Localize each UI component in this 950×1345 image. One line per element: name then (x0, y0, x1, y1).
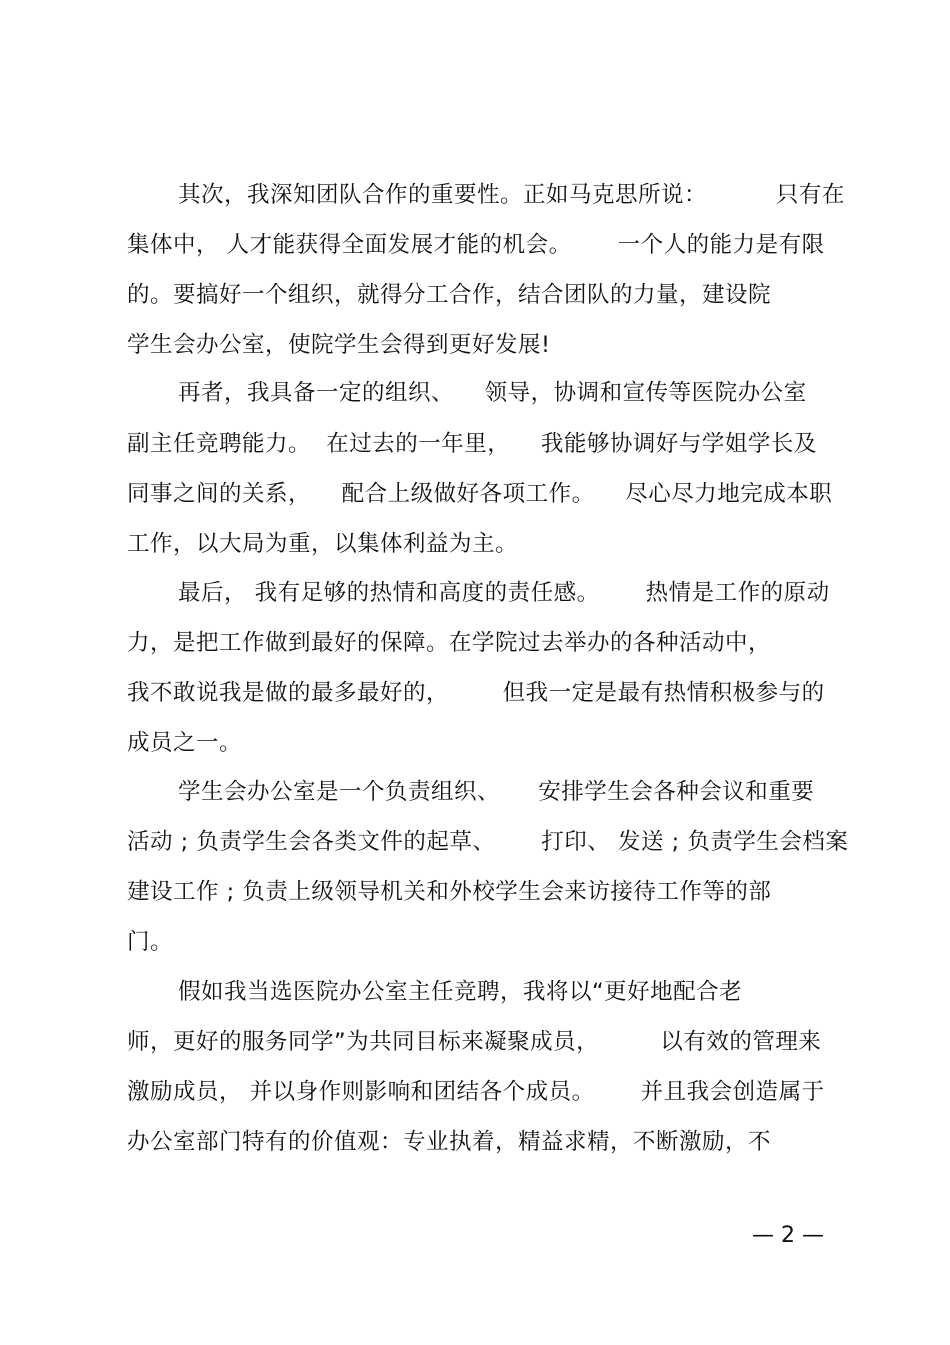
text-line: 最后， 我有足够的热情和高度的责任感。 热情是工作的原动 (178, 580, 830, 606)
text-line: 副主任竞聘能力。 在过去的一年里， 我能够协调好与学姐学长及 (127, 431, 817, 457)
text-line: 办公室部门特有的价值观：专业执着，精益求精，不断激励，不 (127, 1129, 772, 1155)
page-number: — 2 — (752, 1223, 824, 1248)
text-line: 门。 (127, 929, 174, 955)
text-line: 我不敢说我是做的最多最好的， 但我一定是最有热情积极参与的 (127, 680, 825, 706)
text-line: 同事之间的关系， 配合上级做好各项工作。 尽心尽力地完成本职 (127, 481, 833, 507)
text-line: 的。要搞好一个组织，就得分工合作，结合团队的力量，建设院 (127, 282, 772, 308)
text-line: 学生会办公室是一个负责组织、 安排学生会各种会议和重要 (178, 779, 815, 805)
text-line: 活动 ; 负责学生会各类文件的起草、 打印、 发送 ; 负责学生会档案 (127, 829, 849, 855)
text-line: 学生会办公室，使院学生会得到更好发展! (127, 332, 551, 358)
text-line: 师，更好的服务同学”为共同目标来凝聚成员， 以有效的管理来 (127, 1029, 822, 1055)
text-line: 其次，我深知团队合作的重要性。正如马克思所说： 只有在 (178, 182, 845, 208)
text-line: 工作，以大局为重，以集体利益为主。 (127, 531, 519, 557)
text-line: 成员之一。 (127, 730, 243, 756)
text-line: 建设工作 ; 负责上级领导机关和外校学生会来访接待工作等的部 (127, 879, 772, 905)
text-line: 假如我当选医院办公室主任竞聘，我将以“更好地配合老 (178, 979, 743, 1005)
text-line: 激励成员， 并以身作则影响和团结各个成员。 并且我会创造属于 (127, 1079, 825, 1105)
text-line: 力，是把工作做到最好的保障。在学院过去举办的各种活动中， (127, 630, 772, 656)
text-line: 集体中， 人才能获得全面发展才能的机会。 一个人的能力是有限 (127, 232, 825, 258)
text-line: 再者，我具备一定的组织、 领导，协调和宣传等医院办公室 (178, 380, 807, 406)
